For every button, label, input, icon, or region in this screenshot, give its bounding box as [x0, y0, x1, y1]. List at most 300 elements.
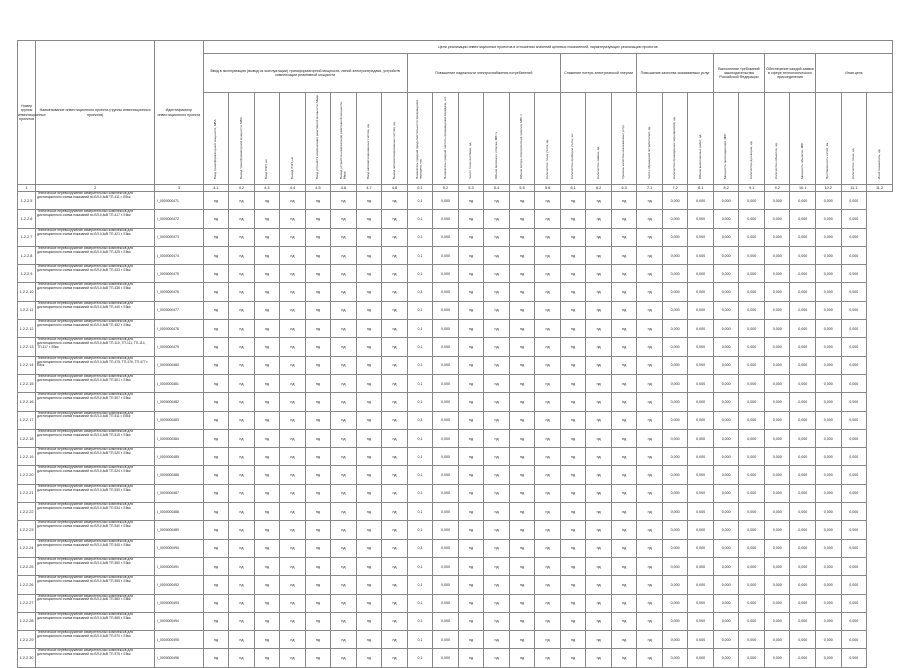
value-cell: нд: [382, 283, 408, 301]
value-cell: 0,1: [407, 210, 433, 228]
value-cell: 0,000: [739, 649, 765, 667]
project-id-cell: I_0000000493: [155, 594, 203, 612]
header-subcolumn: [407, 93, 433, 185]
project-name-cell: Техническое перевооружение измерительных комплексов для дистанционного съема показаний по ВЛ-0,4кВ ТП-524 г. Ейск: [36, 466, 155, 484]
value-cell: нд: [509, 411, 535, 429]
value-cell: 0,000: [816, 631, 842, 649]
header-subcolumn: [458, 93, 484, 185]
project-name-cell: Техническое перевооружение измерительных комплексов для дистанционного съема показаний по ВЛ-0,4кВ ТП-421 г. Ейск: [36, 228, 155, 246]
value-cell: 0,000: [841, 557, 867, 575]
value-cell: 0,000: [713, 228, 739, 246]
value-cell: 0,000: [790, 557, 816, 575]
value-cell: нд: [509, 612, 535, 630]
value-cell: нд: [305, 521, 331, 539]
value-cell: нд: [560, 539, 586, 557]
header-subcolumn-label: Количество заявок, ед.: [595, 145, 600, 179]
row-number-cell: 1.2.2.18: [18, 429, 36, 447]
value-cell: нд: [229, 631, 255, 649]
value-cell: нд: [203, 411, 229, 429]
column-number: 8.1: [688, 185, 714, 192]
value-cell: 0,000: [841, 374, 867, 392]
value-cell: нд: [254, 429, 280, 447]
value-cell: нд: [356, 210, 382, 228]
value-cell: 0,000: [790, 576, 816, 594]
value-cell: 0,000: [841, 631, 867, 649]
value-cell: нд: [280, 594, 306, 612]
row-number-cell: 1.2.2.8: [18, 246, 36, 264]
header-subcolumn-label: Число обращений потребителей, ед.: [646, 126, 651, 179]
value-cell: нд: [484, 631, 510, 649]
value-cell: 0,1: [407, 521, 433, 539]
value-cell: 0,000: [841, 265, 867, 283]
value-cell: 0,000: [662, 283, 688, 301]
value-cell: нд: [331, 576, 357, 594]
value-cell: 0,1: [407, 192, 433, 210]
column-number: 9.2: [764, 185, 790, 192]
value-cell: нд: [280, 356, 306, 374]
table-row: [18, 503, 893, 521]
value-cell: 0,000: [662, 448, 688, 466]
value-cell: нд: [586, 631, 612, 649]
row-number-cell: 1.2.2.14: [18, 356, 36, 374]
value-cell: нд: [280, 411, 306, 429]
value-cell: нд: [484, 576, 510, 594]
project-name-cell: Техническое перевооружение измерительных комплексов для дистанционного съема показаний по ВЛ-0,4кВ ТП-545 г. Ейск: [36, 539, 155, 557]
value-cell: 0,000: [662, 539, 688, 557]
value-cell: нд: [203, 649, 229, 667]
value-cell: нд: [305, 576, 331, 594]
value-cell: нд: [331, 374, 357, 392]
value-cell: нд: [484, 320, 510, 338]
value-cell: нд: [382, 210, 408, 228]
column-number: 5.2: [433, 185, 459, 192]
value-cell: нд: [611, 338, 637, 356]
value-cell: 0,000: [688, 411, 714, 429]
value-cell: нд: [254, 338, 280, 356]
value-cell: 0,000: [433, 539, 459, 557]
value-cell: 0,000: [816, 210, 842, 228]
value-cell: 0,000: [713, 301, 739, 319]
value-cell: нд: [560, 411, 586, 429]
row-number-cell: 1.2.2.6: [18, 210, 36, 228]
header-subcolumn-label: Количество точек, ед.: [850, 147, 855, 179]
value-cell: 0,000: [713, 484, 739, 502]
value-cell: нд: [331, 338, 357, 356]
value-cell: 0,000: [739, 228, 765, 246]
value-cell: нд: [229, 466, 255, 484]
value-cell: 0,000: [688, 356, 714, 374]
value-cell: 0,000: [816, 594, 842, 612]
row-number-cell: 1.2.2.29: [18, 631, 36, 649]
column-numbers-row: [18, 185, 893, 192]
value-cell: нд: [637, 320, 663, 338]
value-cell: 0,000: [816, 374, 842, 392]
value-cell: нд: [254, 521, 280, 539]
value-cell: нд: [637, 576, 663, 594]
value-cell: нд: [203, 539, 229, 557]
column-number: 2: [36, 185, 155, 192]
value-cell: 0,000: [739, 374, 765, 392]
value-cell: 0,000: [764, 374, 790, 392]
value-cell: нд: [535, 576, 561, 594]
value-cell: нд: [254, 246, 280, 264]
value-cell: 0,000: [713, 576, 739, 594]
value-cell: нд: [331, 411, 357, 429]
value-cell: нд: [484, 466, 510, 484]
value-cell: нд: [356, 594, 382, 612]
value-cell: нд: [586, 228, 612, 246]
value-cell: нд: [560, 338, 586, 356]
value-cell: нд: [203, 320, 229, 338]
value-cell: 0,000: [433, 283, 459, 301]
value-cell: нд: [356, 521, 382, 539]
value-cell: 0,000: [433, 246, 459, 264]
value-cell: нд: [331, 192, 357, 210]
value-cell: 0,000: [816, 612, 842, 630]
project-name-cell: Техническое перевооружение измерительных комплексов для дистанционного съема показаний по ВЛ-0,4кВ ТП-440 г. Ейск: [36, 301, 155, 319]
value-cell: 0,000: [764, 320, 790, 338]
column-number: 5.5: [509, 185, 535, 192]
value-cell: нд: [229, 265, 255, 283]
header-subcolumn: [586, 93, 612, 185]
value-cell: 0,1: [407, 301, 433, 319]
value-cell: нд: [586, 393, 612, 411]
value-cell: нд: [509, 283, 535, 301]
value-cell: 0,000: [816, 411, 842, 429]
value-cell: нд: [331, 649, 357, 667]
table-row: [18, 320, 893, 338]
value-cell: нд: [560, 466, 586, 484]
column-number: 5.6: [535, 185, 561, 192]
value-cell: нд: [535, 539, 561, 557]
value-cell: нд: [203, 521, 229, 539]
value-cell: нд: [535, 228, 561, 246]
value-cell: нд: [458, 503, 484, 521]
value-cell: нд: [484, 192, 510, 210]
value-cell: нд: [229, 557, 255, 575]
value-cell: нд: [535, 429, 561, 447]
value-cell: 0,000: [816, 320, 842, 338]
value-cell: нд: [560, 649, 586, 667]
value-cell: нд: [280, 503, 306, 521]
column-number: 7.1: [637, 185, 663, 192]
value-cell: нд: [484, 210, 510, 228]
value-cell: 0,000: [739, 612, 765, 630]
value-cell: нд: [280, 192, 306, 210]
value-cell: нд: [484, 612, 510, 630]
value-cell: нд: [356, 411, 382, 429]
value-cell: нд: [229, 448, 255, 466]
value-cell: нд: [586, 612, 612, 630]
project-id-cell: I_0000000481: [155, 374, 203, 392]
row-number-cell: 1.2.2.19: [18, 448, 36, 466]
value-cell: 0,1: [407, 539, 433, 557]
value-cell: нд: [458, 246, 484, 264]
value-cell: 0,000: [662, 649, 688, 667]
value-cell: нд: [586, 210, 612, 228]
project-id-cell: I_0000000491: [155, 557, 203, 575]
value-cell: нд: [509, 448, 535, 466]
value-cell: нд: [586, 192, 612, 210]
value-cell: 0,000: [739, 301, 765, 319]
value-cell: 0,000: [433, 210, 459, 228]
project-name-cell: Техническое перевооружение измерительных комплексов для дистанционного съема показаний по ВЛ-0,4кВ ТП-560 г. Ейск: [36, 594, 155, 612]
table-row: [18, 228, 893, 246]
value-cell: нд: [280, 338, 306, 356]
value-cell: нд: [280, 320, 306, 338]
project-name-cell: Техническое перевооружение измерительных комплексов для дистанционного съема показаний по ВЛ-0,4кВ ТП-438 г. Ейск: [36, 283, 155, 301]
value-cell: 0,000: [841, 393, 867, 411]
value-cell: 0,000: [713, 356, 739, 374]
value-cell: 0,000: [764, 356, 790, 374]
value-cell: 0,1: [407, 466, 433, 484]
value-cell: нд: [356, 539, 382, 557]
value-cell: 0,000: [713, 320, 739, 338]
value-cell: 0,000: [433, 320, 459, 338]
value-cell: 0,000: [764, 466, 790, 484]
value-cell: 0,000: [764, 265, 790, 283]
value-cell: 0,000: [841, 320, 867, 338]
project-name-cell: Техническое перевооружение измерительных комплексов для дистанционного съема показаний по ВЛ-0,4кВ ТП-411 г. Ейск: [36, 192, 155, 210]
value-cell: нд: [382, 393, 408, 411]
value-cell: нд: [535, 521, 561, 539]
value-cell: нд: [254, 448, 280, 466]
value-cell: нд: [356, 320, 382, 338]
value-cell: нд: [586, 265, 612, 283]
value-cell: 0,000: [688, 539, 714, 557]
value-cell: нд: [611, 411, 637, 429]
row-number-cell: 1.2.2.16: [18, 393, 36, 411]
column-number: 9.1: [739, 185, 765, 192]
header-subcolumn-label: Иной показатель, ед.: [876, 148, 881, 179]
header-subcolumn-label: Протяженность сетей, км: [825, 142, 830, 179]
value-cell: нд: [560, 356, 586, 374]
value-cell: нд: [203, 265, 229, 283]
value-cell: 0,000: [688, 466, 714, 484]
value-cell: нд: [611, 283, 637, 301]
value-cell: нд: [509, 521, 535, 539]
value-cell: нд: [586, 503, 612, 521]
value-cell: нд: [305, 265, 331, 283]
project-name-cell: Техническое перевооружение измерительных комплексов для дистанционного съема показаний по ВЛ-0,4кВ ТП-515 г. Ейск: [36, 429, 155, 447]
value-cell: нд: [484, 301, 510, 319]
value-cell: 0,000: [739, 631, 765, 649]
value-cell: нд: [254, 594, 280, 612]
investment-targets-table: [17, 40, 893, 668]
value-cell: 0,000: [790, 192, 816, 210]
value-cell: нд: [560, 210, 586, 228]
value-cell: 0,000: [433, 448, 459, 466]
table-row: [18, 484, 893, 502]
table-row: [18, 356, 893, 374]
value-cell: 0,000: [764, 484, 790, 502]
value-cell: нд: [586, 539, 612, 557]
value-cell: нд: [254, 484, 280, 502]
value-cell: нд: [611, 539, 637, 557]
value-cell: нд: [382, 539, 408, 557]
header-group: Обеспечение каждой заявки в сфере технологического присоединения: [764, 54, 815, 93]
value-cell: нд: [535, 649, 561, 667]
value-cell: 0,000: [662, 631, 688, 649]
value-cell: 0,000: [841, 448, 867, 466]
value-cell: нд: [229, 503, 255, 521]
value-cell: нд: [509, 631, 535, 649]
value-cell: нд: [382, 576, 408, 594]
value-cell: нд: [356, 283, 382, 301]
value-cell: нд: [611, 612, 637, 630]
value-cell: нд: [458, 594, 484, 612]
value-cell: нд: [254, 374, 280, 392]
header-subcolumn-label: Вывод трансформаторной мощности, МВА: [238, 117, 243, 179]
value-cell: 0,000: [739, 466, 765, 484]
value-cell: 0,000: [713, 374, 739, 392]
value-cell: нд: [203, 192, 229, 210]
value-cell: 0,000: [816, 338, 842, 356]
header-subcolumn: [433, 93, 459, 185]
value-cell: нд: [280, 210, 306, 228]
header-group: Повышение надежности электроснабжения потребителей: [407, 54, 560, 93]
value-cell: 0,000: [739, 265, 765, 283]
value-cell: 0,000: [662, 594, 688, 612]
value-cell: нд: [509, 210, 535, 228]
column-number: 5.3: [458, 185, 484, 192]
value-cell: нд: [637, 393, 663, 411]
value-cell: 0,1: [407, 265, 433, 283]
project-name-cell: Техническое перевооружение измерительных комплексов для дистанционного съема показаний по ВЛ-0,4кВ ТП-417 г. Ейск: [36, 210, 155, 228]
value-cell: нд: [356, 557, 382, 575]
value-cell: нд: [203, 631, 229, 649]
value-cell: нд: [611, 320, 637, 338]
value-cell: 0,000: [790, 356, 816, 374]
value-cell: 0,000: [713, 265, 739, 283]
value-cell: нд: [458, 557, 484, 575]
project-name-cell: Техническое перевооружение измерительных комплексов для дистанционного съема показаний по ВЛ-0,4кВ ТП-511 г. Ейск: [36, 411, 155, 429]
column-number: 6.1: [560, 185, 586, 192]
table-row: [18, 594, 893, 612]
header-subcolumn: [739, 93, 765, 185]
row-number-cell: 1.2.2.15: [18, 374, 36, 392]
value-cell: 0,000: [662, 320, 688, 338]
value-cell: нд: [484, 594, 510, 612]
value-cell: 0,000: [790, 301, 816, 319]
table-row: [18, 411, 893, 429]
value-cell: 0,1: [407, 631, 433, 649]
value-cell: 0,000: [816, 301, 842, 319]
value-cell: нд: [254, 265, 280, 283]
value-cell: 0,000: [790, 338, 816, 356]
column-number: 4.4: [280, 185, 306, 192]
value-cell: 0,000: [739, 338, 765, 356]
value-cell: нд: [611, 594, 637, 612]
value-cell: 0,000: [433, 612, 459, 630]
value-cell: нд: [509, 484, 535, 502]
header-subcolumn: [280, 93, 306, 185]
value-cell: нд: [560, 484, 586, 502]
project-name-cell: Техническое перевооружение измерительных комплексов для дистанционного съема показаний по ВЛ-0,4кВ ТП-475, ТП-476, ТП-477 г. Ейск: [36, 356, 155, 374]
header-project-id: Идентификатор инвестиционного проекта: [155, 41, 203, 185]
value-cell: нд: [611, 192, 637, 210]
value-cell: нд: [637, 649, 663, 667]
value-cell: нд: [611, 210, 637, 228]
project-id-cell: I_0000000487: [155, 484, 203, 502]
value-cell: нд: [331, 301, 357, 319]
value-cell: нд: [331, 539, 357, 557]
value-cell: нд: [280, 557, 306, 575]
value-cell: 0,1: [407, 484, 433, 502]
row-number-cell: 1.2.2.24: [18, 539, 36, 557]
value-cell: нд: [305, 338, 331, 356]
value-cell: нд: [535, 246, 561, 264]
value-cell: 0,1: [407, 429, 433, 447]
header-goals: Цели реализации инвестиционных проектов в отношении значений целевых показателей, характеризующих реализацию проектов: [203, 41, 892, 54]
value-cell: нд: [382, 503, 408, 521]
value-cell: нд: [331, 466, 357, 484]
value-cell: 0,000: [662, 210, 688, 228]
value-cell: нд: [637, 210, 663, 228]
value-cell: нд: [254, 411, 280, 429]
row-number-cell: 1.2.2.30: [18, 649, 36, 667]
header-subcolumn-label: Ввод трансформаторной мощности, МВА: [213, 119, 218, 179]
value-cell: нд: [356, 503, 382, 521]
value-cell: нд: [203, 338, 229, 356]
value-cell: нд: [382, 228, 408, 246]
value-cell: нд: [356, 448, 382, 466]
header-subcolumn-label: Показатель средней продолжительности прекращения передачи, час: [415, 100, 423, 179]
value-cell: 0,000: [790, 649, 816, 667]
value-cell: нд: [560, 283, 586, 301]
value-cell: нд: [509, 374, 535, 392]
value-cell: 0,1: [407, 411, 433, 429]
value-cell: 0,000: [433, 576, 459, 594]
value-cell: нд: [229, 411, 255, 429]
header-subcolumn: [382, 93, 408, 185]
header-subcolumn: [841, 93, 867, 185]
value-cell: 0,000: [433, 466, 459, 484]
value-cell: 0,000: [433, 484, 459, 502]
project-id-cell: I_0000000476: [155, 283, 203, 301]
value-cell: нд: [356, 612, 382, 630]
value-cell: 0,000: [688, 374, 714, 392]
row-number-cell: 1.2.2.20: [18, 466, 36, 484]
value-cell: 0,000: [739, 484, 765, 502]
header-group: Ввод в эксплуатацию (вывод из эксплуатации) трансформаторной мощности, линий электропередачи, устройств компенсации реактивной мощности: [203, 54, 407, 93]
value-cell: нд: [229, 649, 255, 667]
value-cell: 0,000: [764, 576, 790, 594]
value-cell: нд: [458, 320, 484, 338]
value-cell: 0,000: [688, 576, 714, 594]
value-cell: нд: [356, 356, 382, 374]
value-cell: нд: [458, 631, 484, 649]
value-cell: 0,000: [764, 192, 790, 210]
value-cell: 0,000: [688, 594, 714, 612]
value-cell: 0,000: [764, 631, 790, 649]
value-cell: 0,000: [790, 539, 816, 557]
value-cell: 0,000: [662, 429, 688, 447]
header-subcolumn: [203, 93, 229, 185]
project-name-cell: Техническое перевооружение измерительных комплексов для дистанционного съема показаний по ВЛ-0,4кВ ТП-433 г. Ейск: [36, 265, 155, 283]
value-cell: нд: [203, 228, 229, 246]
value-cell: нд: [586, 338, 612, 356]
project-name-cell: Техническое перевооружение измерительных комплексов для дистанционного съема показаний по ВЛ-0,4кВ ТП-507 г. Ейск: [36, 393, 155, 411]
value-cell: 0,000: [433, 594, 459, 612]
value-cell: нд: [637, 557, 663, 575]
value-cell: 0,000: [433, 649, 459, 667]
value-cell: нд: [331, 448, 357, 466]
value-cell: 0,000: [790, 265, 816, 283]
value-cell: нд: [229, 320, 255, 338]
value-cell: нд: [484, 374, 510, 392]
value-cell: нд: [305, 283, 331, 301]
